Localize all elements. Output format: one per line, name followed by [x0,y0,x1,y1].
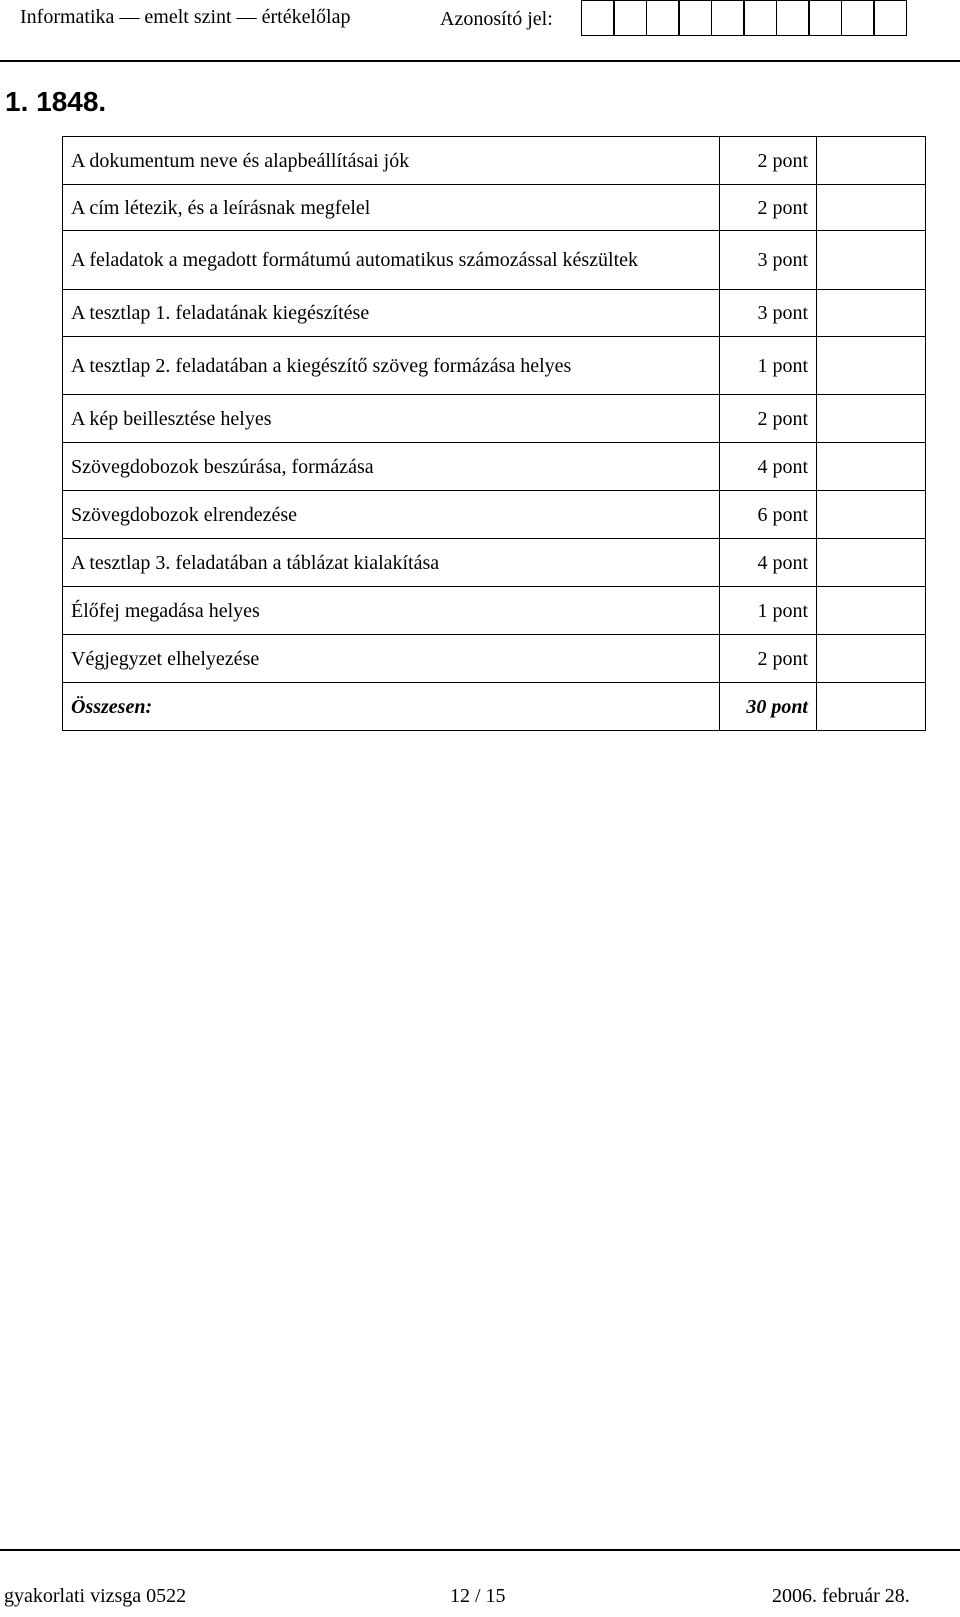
table-row [63,443,926,491]
footer-page-number: 12 / 15 [450,1585,506,1607]
header-rule [0,60,960,62]
page-header [0,0,960,62]
id-box[interactable] [711,0,745,36]
row-score-cell [817,137,926,185]
table-row [63,231,926,290]
row-description: A kép beillesztése helyes [63,395,720,443]
row-score-cell [817,290,926,337]
row-points: 3 pont [720,231,817,290]
row-score-cell [817,337,926,395]
id-box[interactable] [743,0,777,36]
task-title: 1. 1848. [5,86,107,117]
row-points: 2 pont [720,137,817,185]
row-points: 3 pont [720,290,817,337]
table-row [63,539,926,587]
id-label: Azonosító jel: [440,8,553,30]
table-row [63,491,926,539]
row-score-cell [817,587,926,635]
table-row [63,137,926,185]
row-description: Szövegdobozok beszúrása, formázása [63,443,720,491]
row-description: Élőfej megadása helyes [63,587,720,635]
table-row [63,290,926,337]
total-points: 30 pont [720,683,817,731]
id-boxes [582,0,907,36]
footer-date: 2006. február 28. [772,1585,910,1607]
row-score-cell [817,491,926,539]
id-box[interactable] [613,0,647,36]
row-description: A cím létezik, és a leírásnak megfelel [63,185,720,231]
table-row [63,587,926,635]
row-points: 2 pont [720,635,817,683]
table-row [63,635,926,683]
id-box[interactable] [678,0,712,36]
row-description: A tesztlap 2. feladatában a kiegészítő szöveg formázása helyes [63,337,720,395]
id-box[interactable] [841,0,875,36]
row-score-cell [817,539,926,587]
table-row [63,395,926,443]
id-box[interactable] [646,0,680,36]
row-description: A tesztlap 3. feladatában a táblázat kialakítása [63,539,720,587]
row-points: 1 pont [720,337,817,395]
row-description: Végjegyzet elhelyezése [63,635,720,683]
total-label: Összesen: [63,683,720,731]
table-row [63,337,926,395]
row-score-cell [817,635,926,683]
row-description: A tesztlap 1. feladatának kiegészítése [63,290,720,337]
row-points: 4 pont [720,539,817,587]
footer-exam-code: gyakorlati vizsga 0522 [4,1585,187,1607]
row-score-cell [817,443,926,491]
table-row [63,185,926,231]
footer-rule [0,1549,960,1551]
id-box[interactable] [808,0,842,36]
scoring-table [62,136,926,731]
header-title: Informatika — emelt szint — értékelőlap [20,6,351,28]
total-row [63,683,926,731]
row-score-cell [817,231,926,290]
row-score-cell [817,185,926,231]
id-box[interactable] [581,0,615,36]
id-box[interactable] [776,0,810,36]
row-description: A dokumentum neve és alapbeállításai jók [63,137,720,185]
row-points: 6 pont [720,491,817,539]
row-description: A feladatok a megadott formátumú automatikus számozással készültek [63,231,720,290]
row-score-cell [817,395,926,443]
id-box[interactable] [873,0,907,36]
row-description: Szövegdobozok elrendezése [63,491,720,539]
row-points: 4 pont [720,443,817,491]
row-points: 2 pont [720,395,817,443]
row-points: 1 pont [720,587,817,635]
row-points: 2 pont [720,185,817,231]
total-score-cell [817,683,926,731]
